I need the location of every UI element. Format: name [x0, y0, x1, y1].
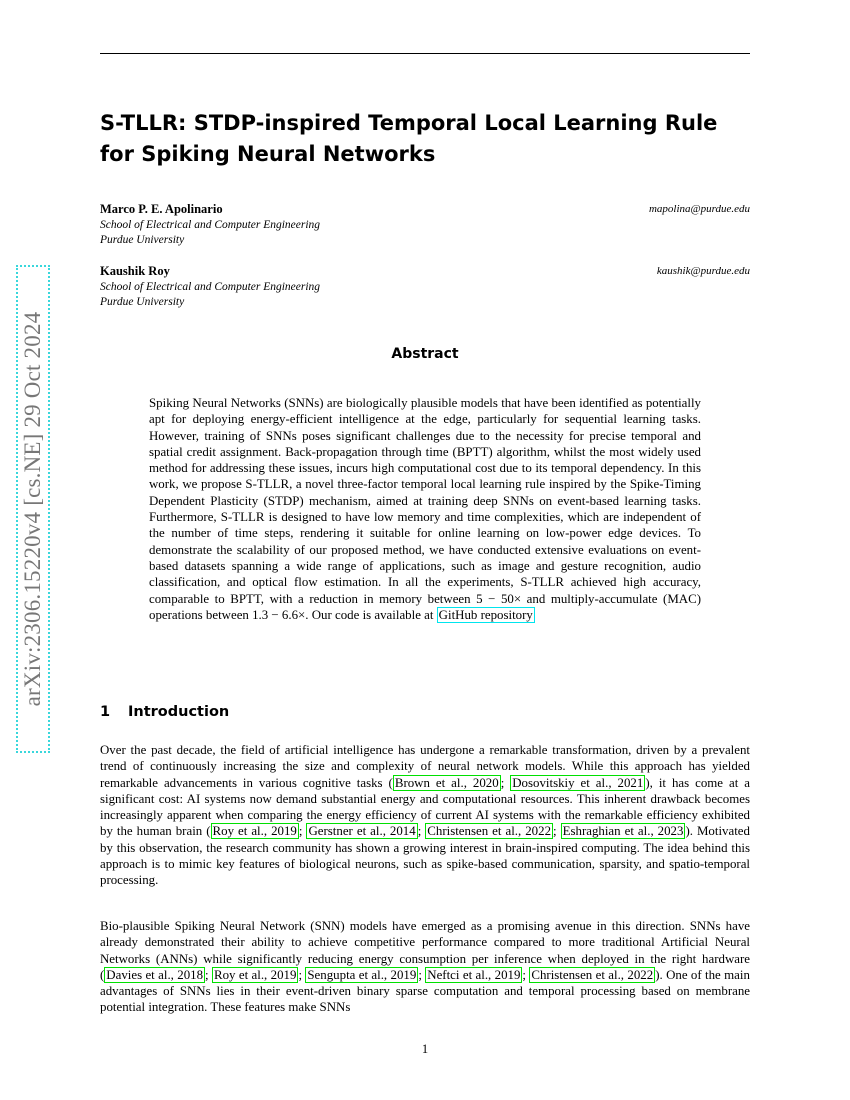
citation-link[interactable]: Eshraghian et al., 2023	[562, 824, 684, 839]
author-email: kaushik@purdue.edu	[656, 265, 750, 277]
citation-separator: ;	[298, 967, 306, 982]
citation-separator: ;	[500, 775, 511, 790]
abstract-text: Spiking Neural Networks (SNNs) are biologically plausible models that have been identified as potentially apt for deploying energy-efficient intelligence at the edge, particularly for sequential learning tasks. However, training of SNNs poses significant challenges due to the necessity for precise temporal and spatial credit assignment. Back-propagation through time (BPTT) algorithm, whilst the most widely used method for addressing these issues, incurs high computational cost due to its temporal dependency. In this work, we propose S-TLLR, a novel three-factor temporal local learning rule inspired by the Spike-Timing Dependent Plasticity (STDP) mechanism, aimed at training deep SNNs on event-based learning tasks. Furthermore, S-TLLR is designed to have low memory and time complexities, which are independent of the number of time steps, rendering it suitable for online learning on low-power edge devices. To demonstrate the scalability of our proposed method, we have conducted extensive evaluations on event-based datasets spanning a wide range of applications, such as image and gesture recognition, audio classification, and optical flow estimation. In all the experiments, S-TLLR achieved high accuracy, comparable to BPTT, with a reduction in memory between 5 − 50× and multiply-accumulate (MAC) operations between 1.3 − 6.6×. Our code is available at	[149, 396, 701, 622]
section-number: 1	[100, 704, 111, 720]
author-block	[100, 202, 750, 249]
abstract-body	[149, 395, 701, 623]
author-name: Kaushik Roy	[100, 264, 170, 278]
author-institution: Purdue University	[100, 296, 185, 308]
section-title: Introduction	[128, 704, 230, 720]
arxiv-identifier: arXiv:2306.15220v4 [cs.NE] 29 Oct 2024	[20, 311, 45, 707]
paragraph-text: ). One of the main advantages of SNNs lies in their event-driven binary sparse computation and temporal processing based on membrane potential integration. These features make SNNs	[100, 967, 750, 1015]
citation-link[interactable]: Christensen et al., 2022	[531, 967, 654, 982]
intro-paragraph-1	[100, 742, 750, 889]
citation-separator: ;	[417, 824, 426, 839]
citation-link[interactable]: Gerstner et al., 2014	[308, 824, 416, 839]
citation-separator: ;	[553, 824, 561, 839]
citation-link[interactable]: Davies et al., 2018	[106, 967, 204, 982]
author-name: Marco P. E. Apolinario	[100, 202, 223, 216]
citation-link[interactable]: Neftci et al., 2019	[427, 967, 521, 982]
author-institution: Purdue University	[100, 234, 185, 246]
author-email: mapolina@purdue.edu	[648, 203, 750, 215]
author-department: School of Electrical and Computer Engineering	[100, 218, 321, 231]
arxiv-identifier-link[interactable]	[16, 265, 50, 753]
paragraph-text: Over the past decade, the field of artificial intelligence has undergone a remarkable transformation, driven by a prevalent trend of continuously increasing the size and complexity of neural network models. While this approach has yielded remarkable advancements in various cognitive tasks (	[100, 743, 750, 790]
citation-separator: ;	[298, 824, 307, 839]
page-number: 1	[421, 1042, 429, 1056]
citation-link[interactable]: Sengupta et al., 2019	[307, 967, 417, 982]
paragraph-text: Bio-plausible Spiking Neural Network (SNN) models have emerged as a promising avenue in this direction. SNNs have already demonstrated their ability to achieve competitive performance compared to more traditional Artificial Neural Networks (ANNs) while significantly reducing energy consumption per inference when deployed in the right hardware (	[100, 919, 750, 982]
github-repository-link[interactable]: GitHub repository	[438, 607, 533, 622]
author-block	[100, 264, 750, 311]
paper-title: S-TLLR: STDP-inspired Temporal Local Learning Rule for Spiking Neural Networks	[100, 111, 718, 166]
citation-link[interactable]: Dosovitskiy et al., 2021	[512, 775, 644, 790]
citation-link[interactable]: Roy et al., 2019	[214, 967, 297, 982]
section-heading	[100, 704, 229, 720]
citation-link[interactable]: Roy et al., 2019	[212, 824, 297, 839]
abstract-heading: Abstract	[391, 346, 459, 362]
citation-separator: ;	[418, 967, 426, 982]
citation-link[interactable]: Brown et al., 2020	[394, 775, 499, 790]
citation-separator: ;	[522, 967, 530, 982]
top-rule	[100, 53, 750, 54]
paragraph-text: ), it has come at a significant cost: AI systems now demand substantial energy and computational resources. This inherent drawback becomes increasingly apparent when comparing the energy efficiency of current AI systems with the remarkable efficiency exhibited by the human brain (	[100, 775, 750, 839]
citation-separator: ;	[205, 967, 212, 982]
paragraph-text: ). Motivated by this observation, the research community has shown a growing interest in brain-inspired computing. The idea behind this approach is to mimic key features of biological neurons, such as spike-based communication, sparsity, and spatio-temporal processing.	[100, 824, 750, 888]
intro-paragraph-2	[100, 918, 750, 1016]
author-department: School of Electrical and Computer Engineering	[100, 280, 321, 293]
citation-link[interactable]: Christensen et al., 2022	[427, 824, 552, 839]
